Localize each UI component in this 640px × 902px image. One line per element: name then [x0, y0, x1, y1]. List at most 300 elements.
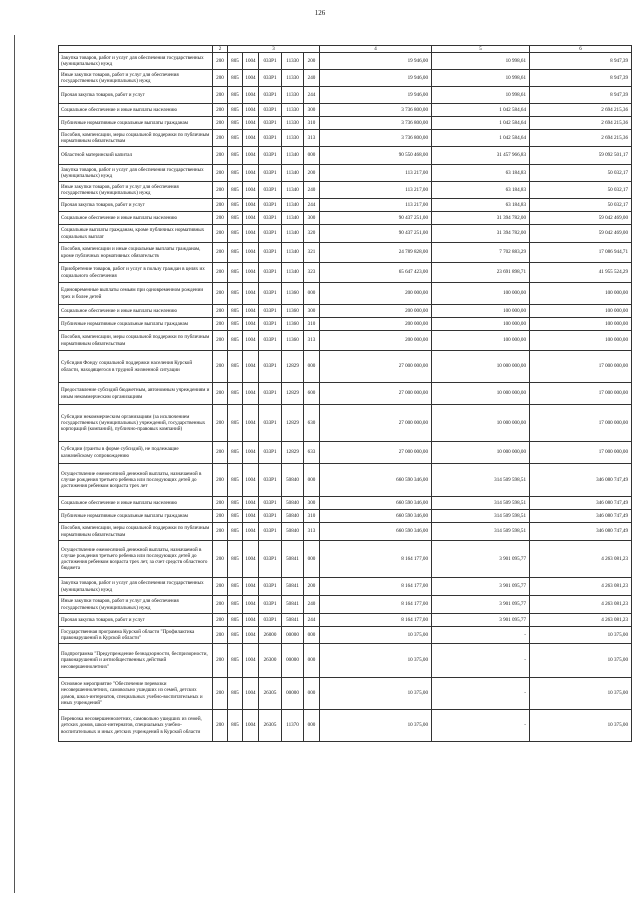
row-year2-cell: 10 000 000,00	[432, 383, 530, 405]
row-year1-cell: 27 000 000,00	[320, 383, 432, 405]
row-year3-cell: 41 955 524,29	[530, 263, 632, 283]
table-row	[59, 405, 632, 442]
row-name-cell: Основное мероприятие "Обеспечение перевозки несовершеннолетних, самовольно ушедших из семей, детских домов, школ-интернатов, специальных учебно-воспитательных и иных учреждений"	[59, 678, 213, 710]
row-year2-cell: -	[432, 678, 530, 710]
row-year3-cell: 17 000 000,00	[530, 405, 632, 442]
row-code-cell: 200	[213, 318, 228, 331]
row-year3-cell: 100 000,00	[530, 283, 632, 305]
row-program-cell: 26305	[259, 710, 282, 742]
row-section-cell: 805	[228, 678, 243, 710]
row-year3-cell: 17 000 000,00	[530, 442, 632, 464]
row-year3-cell: 50 032,17	[530, 199, 632, 212]
row-direction-cell: 12829	[282, 442, 304, 464]
row-subsection-cell: 1004	[243, 331, 259, 351]
row-section-cell: 805	[228, 263, 243, 283]
row-year1-cell: 660 590 346,00	[320, 523, 432, 541]
row-subsection-cell: 1004	[243, 305, 259, 318]
row-code-cell: 200	[213, 212, 228, 225]
row-year1-cell: 200 000,00	[320, 318, 432, 331]
row-year1-cell: 90 437 251,00	[320, 225, 432, 243]
row-section-cell: 805	[228, 117, 243, 130]
row-year3-cell: 59 042 469,00	[530, 225, 632, 243]
row-direction-cell: 11330	[282, 87, 304, 104]
row-code-cell: 200	[213, 627, 228, 644]
row-year1-cell: 3 736 800,00	[320, 130, 432, 147]
row-section-cell: 805	[228, 596, 243, 614]
row-expense-type-cell: 310	[304, 510, 320, 523]
row-code-cell: 200	[213, 405, 228, 442]
row-subsection-cell: 1004	[243, 104, 259, 117]
row-year2-cell: 3 901 095,77	[432, 541, 530, 578]
row-code-cell: 200	[213, 541, 228, 578]
row-subsection-cell: 1004	[243, 405, 259, 442]
row-expense-type-cell: 200	[304, 578, 320, 596]
row-direction-cell: 11340	[282, 225, 304, 243]
table-row	[59, 305, 632, 318]
row-subsection-cell: 1004	[243, 523, 259, 541]
row-code-cell: 200	[213, 578, 228, 596]
row-expense-type-cell: 200	[304, 53, 320, 70]
row-name-cell: Иные закупки товаров, работ и услуг для обеспечения государственных (муниципальных) нужд	[59, 182, 213, 199]
row-program-cell: 033P1	[259, 283, 282, 305]
table-row	[59, 578, 632, 596]
row-name-cell: Подпрограмма "Предупреждение безнадзорности, беспризорности, правонарушений и антиобщественных действий несовершеннолетних"	[59, 644, 213, 678]
header-cell-classification: 3	[228, 46, 320, 53]
row-program-cell: 033P1	[259, 596, 282, 614]
row-direction-cell: 11360	[282, 305, 304, 318]
row-expense-type-cell: 000	[304, 644, 320, 678]
row-year1-cell: 660 590 346,00	[320, 497, 432, 510]
row-section-cell: 805	[228, 70, 243, 87]
row-year1-cell: 660 590 346,00	[320, 464, 432, 497]
row-subsection-cell: 1004	[243, 510, 259, 523]
table-row	[59, 351, 632, 383]
row-year1-cell: 10 375,00	[320, 644, 432, 678]
row-code-cell: 200	[213, 678, 228, 710]
row-program-cell: 26300	[259, 644, 282, 678]
table-row	[59, 383, 632, 405]
table-row	[59, 510, 632, 523]
row-name-cell: Социальное обеспечение и иные выплаты населению	[59, 104, 213, 117]
row-name-cell: Иные закупки товаров, работ и услуг для обеспечения государственных (муниципальных) нужд	[59, 70, 213, 87]
row-expense-type-cell: 321	[304, 243, 320, 263]
row-program-cell: 033P1	[259, 383, 282, 405]
header-cell-year3: 6	[530, 46, 632, 53]
row-name-cell: Приобретение товаров, работ и услуг в пользу граждан в целях их социального обеспечения	[59, 263, 213, 283]
row-name-cell: Иные закупки товаров, работ и услуг для обеспечения государственных (муниципальных) нужд	[59, 596, 213, 614]
row-expense-type-cell: 300	[304, 497, 320, 510]
row-expense-type-cell: 000	[304, 283, 320, 305]
row-year1-cell: 660 590 346,00	[320, 510, 432, 523]
row-year1-cell: 10 375,00	[320, 710, 432, 742]
table-row	[59, 464, 632, 497]
row-subsection-cell: 1004	[243, 53, 259, 70]
table-row	[59, 212, 632, 225]
row-year3-cell: 17 086 944,71	[530, 243, 632, 263]
row-subsection-cell: 1004	[243, 243, 259, 263]
row-year3-cell: 100 000,00	[530, 318, 632, 331]
row-expense-type-cell: 000	[304, 351, 320, 383]
row-year1-cell: 27 000 000,00	[320, 442, 432, 464]
row-name-cell: Областной материнский капитал	[59, 147, 213, 165]
header-cell-year1: 4	[320, 46, 432, 53]
row-code-cell: 200	[213, 523, 228, 541]
row-program-cell: 033P1	[259, 212, 282, 225]
row-code-cell: 200	[213, 243, 228, 263]
row-year3-cell: 10 375,00	[530, 678, 632, 710]
row-year1-cell: 24 789 828,00	[320, 243, 432, 263]
row-direction-cell: 50840	[282, 464, 304, 497]
row-year3-cell: 8 947,39	[530, 70, 632, 87]
row-program-cell: 033P1	[259, 53, 282, 70]
row-expense-type-cell: 313	[304, 331, 320, 351]
row-expense-type-cell: 323	[304, 263, 320, 283]
row-year1-cell: 65 647 423,00	[320, 263, 432, 283]
row-subsection-cell: 1004	[243, 70, 259, 87]
row-year1-cell: 19 946,00	[320, 70, 432, 87]
row-section-cell: 805	[228, 614, 243, 627]
row-program-cell: 033P1	[259, 243, 282, 263]
row-program-cell: 033P1	[259, 351, 282, 383]
row-year3-cell: 10 375,00	[530, 627, 632, 644]
row-section-cell: 805	[228, 351, 243, 383]
row-year3-cell: 100 000,00	[530, 305, 632, 318]
header-cell-year2: 5	[432, 46, 530, 53]
row-year3-cell: 59 042 469,00	[530, 212, 632, 225]
row-section-cell: 805	[228, 510, 243, 523]
row-subsection-cell: 1004	[243, 614, 259, 627]
row-program-cell: 033P1	[259, 147, 282, 165]
row-code-cell: 200	[213, 331, 228, 351]
row-section-cell: 805	[228, 644, 243, 678]
row-year1-cell: 200 000,00	[320, 305, 432, 318]
row-direction-cell: 11360	[282, 331, 304, 351]
row-subsection-cell: 1004	[243, 147, 259, 165]
row-direction-cell: 11330	[282, 130, 304, 147]
row-subsection-cell: 1004	[243, 678, 259, 710]
row-code-cell: 200	[213, 87, 228, 104]
row-program-cell: 033P1	[259, 182, 282, 199]
row-name-cell: Государственная программа Курской области "Профилактика правонарушений в Курской области"	[59, 627, 213, 644]
row-name-cell: Закупка товаров, работ и услуг для обеспечения государственных (муниципальных) нужд	[59, 53, 213, 70]
row-subsection-cell: 1004	[243, 383, 259, 405]
row-expense-type-cell: 240	[304, 596, 320, 614]
row-code-cell: 200	[213, 710, 228, 742]
row-program-cell: 033P1	[259, 331, 282, 351]
row-program-cell: 033P1	[259, 225, 282, 243]
row-name-cell: Социальное обеспечение и иные выплаты населению	[59, 212, 213, 225]
row-year2-cell: 31 394 782,00	[432, 212, 530, 225]
table-row	[59, 104, 632, 117]
row-expense-type-cell: 310	[304, 318, 320, 331]
row-year2-cell: -	[432, 627, 530, 644]
row-expense-type-cell: 630	[304, 405, 320, 442]
row-section-cell: 805	[228, 541, 243, 578]
row-direction-cell: 50841	[282, 596, 304, 614]
row-year2-cell: 10 998,61	[432, 87, 530, 104]
row-year1-cell: 27 000 000,00	[320, 351, 432, 383]
row-name-cell: Публичные нормативные социальные выплаты гражданам	[59, 117, 213, 130]
row-year2-cell: 31 457 966,83	[432, 147, 530, 165]
table-row	[59, 644, 632, 678]
row-year2-cell: 63 184,83	[432, 165, 530, 182]
row-year1-cell: 8 164 177,00	[320, 541, 432, 578]
row-year3-cell: 2 694 215,36	[530, 130, 632, 147]
row-expense-type-cell: 633	[304, 442, 320, 464]
table-row	[59, 87, 632, 104]
row-program-cell: 033P1	[259, 442, 282, 464]
table-row	[59, 614, 632, 627]
row-program-cell: 26000	[259, 627, 282, 644]
row-year3-cell: 8 947,39	[530, 53, 632, 70]
row-section-cell: 805	[228, 318, 243, 331]
row-direction-cell: 11330	[282, 70, 304, 87]
row-subsection-cell: 1004	[243, 199, 259, 212]
column-number-row	[59, 46, 632, 53]
row-subsection-cell: 1004	[243, 627, 259, 644]
row-code-cell: 200	[213, 165, 228, 182]
row-section-cell: 805	[228, 710, 243, 742]
row-direction-cell: 11340	[282, 165, 304, 182]
row-direction-cell: 12829	[282, 351, 304, 383]
row-year2-cell: 1 042 584,64	[432, 104, 530, 117]
row-subsection-cell: 1004	[243, 263, 259, 283]
row-code-cell: 200	[213, 53, 228, 70]
row-year3-cell: 17 000 000,00	[530, 383, 632, 405]
row-program-cell: 033P1	[259, 130, 282, 147]
row-program-cell: 033P1	[259, 70, 282, 87]
row-year1-cell: 90 437 251,00	[320, 212, 432, 225]
row-year3-cell: 17 000 000,00	[530, 351, 632, 383]
row-expense-type-cell: 000	[304, 627, 320, 644]
row-code-cell: 200	[213, 510, 228, 523]
row-subsection-cell: 1004	[243, 644, 259, 678]
table-row	[59, 53, 632, 70]
row-subsection-cell: 1004	[243, 318, 259, 331]
row-year3-cell: 8 947,39	[530, 87, 632, 104]
row-subsection-cell: 1004	[243, 283, 259, 305]
table-row	[59, 182, 632, 199]
row-subsection-cell: 1004	[243, 351, 259, 383]
scan-edge-line	[14, 35, 15, 893]
row-year2-cell: 314 509 598,51	[432, 464, 530, 497]
table-row	[59, 225, 632, 243]
row-section-cell: 805	[228, 497, 243, 510]
row-code-cell: 200	[213, 263, 228, 283]
row-name-cell: Публичные нормативные социальные выплаты гражданам	[59, 510, 213, 523]
row-program-cell: 033P1	[259, 117, 282, 130]
row-code-cell: 200	[213, 283, 228, 305]
row-subsection-cell: 1004	[243, 225, 259, 243]
row-direction-cell: 12829	[282, 383, 304, 405]
row-year3-cell: 50 032,17	[530, 182, 632, 199]
row-program-cell: 033P1	[259, 305, 282, 318]
row-direction-cell: 11340	[282, 243, 304, 263]
row-subsection-cell: 1004	[243, 87, 259, 104]
row-expense-type-cell: 240	[304, 70, 320, 87]
row-code-cell: 200	[213, 305, 228, 318]
row-section-cell: 805	[228, 225, 243, 243]
row-name-cell: Субсидия Фонду социальной поддержки населения Курской области, находящегося в трудной жизненной ситуации	[59, 351, 213, 383]
row-year1-cell: 10 375,00	[320, 678, 432, 710]
row-expense-type-cell: 200	[304, 165, 320, 182]
row-year1-cell: 3 736 800,00	[320, 117, 432, 130]
row-year2-cell: 7 702 883,29	[432, 243, 530, 263]
row-name-cell: Пособия, компенсации и иные социальные выплаты гражданам, кроме публичных нормативных обязательств	[59, 243, 213, 263]
row-year3-cell: 346 080 747,49	[530, 464, 632, 497]
row-year3-cell: 10 375,00	[530, 710, 632, 742]
row-name-cell: Пособия, компенсации, меры социальной поддержки по публичным нормативным обязательствам	[59, 331, 213, 351]
row-year2-cell: 10 998,61	[432, 70, 530, 87]
row-program-cell: 033P1	[259, 199, 282, 212]
table-row	[59, 442, 632, 464]
row-year1-cell: 19 946,00	[320, 87, 432, 104]
row-section-cell: 805	[228, 130, 243, 147]
row-year1-cell: 113 217,00	[320, 165, 432, 182]
row-subsection-cell: 1004	[243, 578, 259, 596]
row-year1-cell: 200 000,00	[320, 283, 432, 305]
row-subsection-cell: 1004	[243, 596, 259, 614]
row-year1-cell: 90 550 468,00	[320, 147, 432, 165]
row-program-cell: 033P1	[259, 318, 282, 331]
row-name-cell: Публичные нормативные социальные выплаты гражданам	[59, 318, 213, 331]
row-code-cell: 200	[213, 644, 228, 678]
row-expense-type-cell: 310	[304, 117, 320, 130]
row-code-cell: 200	[213, 130, 228, 147]
row-name-cell: Социальное обеспечение и иные выплаты населению	[59, 497, 213, 510]
row-year2-cell: 314 509 598,51	[432, 510, 530, 523]
row-code-cell: 200	[213, 225, 228, 243]
table-row	[59, 331, 632, 351]
row-year3-cell: 59 092 501,17	[530, 147, 632, 165]
row-code-cell: 200	[213, 442, 228, 464]
row-name-cell: Единовременные выплаты семьям при одновременном рождении трех и более детей	[59, 283, 213, 305]
row-year2-cell: 31 394 782,00	[432, 225, 530, 243]
budget-table	[58, 45, 632, 742]
header-cell-code: 2	[213, 46, 228, 53]
row-code-cell: 200	[213, 147, 228, 165]
row-expense-type-cell: 300	[304, 212, 320, 225]
row-name-cell: Осуществление ежемесячной денежной выплаты, назначаемой в случае рождения третьего ребенка или последующих детей до достижения ребенком возраста трех лет	[59, 464, 213, 497]
row-name-cell: Социальные выплаты гражданам, кроме публичных нормативных социальных выплат	[59, 225, 213, 243]
row-name-cell: Перевозка несовершеннолетних, самовольно ушедших из семей, детских домов, школ-интернатов, специальных учебно-воспитательных и иных детских учреждений в Курской области	[59, 710, 213, 742]
table-row	[59, 283, 632, 305]
row-code-cell: 200	[213, 104, 228, 117]
row-direction-cell: 11330	[282, 53, 304, 70]
row-subsection-cell: 1004	[243, 464, 259, 497]
table-row	[59, 596, 632, 614]
row-section-cell: 805	[228, 212, 243, 225]
row-direction-cell: 00000	[282, 644, 304, 678]
row-code-cell: 200	[213, 70, 228, 87]
row-program-cell: 033P1	[259, 614, 282, 627]
row-expense-type-cell: 000	[304, 541, 320, 578]
row-section-cell: 805	[228, 147, 243, 165]
table-row	[59, 70, 632, 87]
row-name-cell: Пособия, компенсации, меры социальной поддержки по публичным нормативным обязательствам	[59, 130, 213, 147]
row-direction-cell: 50841	[282, 541, 304, 578]
table-row	[59, 541, 632, 578]
row-program-cell: 033P1	[259, 464, 282, 497]
row-program-cell: 033P1	[259, 510, 282, 523]
row-year3-cell: 346 080 747,49	[530, 497, 632, 510]
row-year1-cell: 19 946,00	[320, 53, 432, 70]
row-year2-cell: 63 184,83	[432, 199, 530, 212]
row-year2-cell: 100 000,00	[432, 331, 530, 351]
row-section-cell: 805	[228, 331, 243, 351]
row-year2-cell: 100 000,00	[432, 305, 530, 318]
table-row	[59, 130, 632, 147]
row-year1-cell: 27 000 000,00	[320, 405, 432, 442]
row-expense-type-cell: 320	[304, 225, 320, 243]
row-subsection-cell: 1004	[243, 212, 259, 225]
row-expense-type-cell: 244	[304, 87, 320, 104]
row-section-cell: 805	[228, 578, 243, 596]
row-year2-cell: 314 509 598,51	[432, 497, 530, 510]
row-section-cell: 805	[228, 383, 243, 405]
budget-table-wrapper	[58, 45, 631, 742]
row-expense-type-cell: 300	[304, 305, 320, 318]
row-code-cell: 200	[213, 199, 228, 212]
row-section-cell: 805	[228, 627, 243, 644]
row-code-cell: 200	[213, 117, 228, 130]
row-direction-cell: 50840	[282, 497, 304, 510]
row-name-cell: Предоставление субсидий бюджетным, автономным учреждениям и иным некоммерческим организациям	[59, 383, 213, 405]
row-subsection-cell: 1004	[243, 165, 259, 182]
row-year3-cell: 50 032,17	[530, 165, 632, 182]
row-year2-cell: 3 901 095,77	[432, 578, 530, 596]
row-direction-cell: 50840	[282, 523, 304, 541]
row-section-cell: 805	[228, 87, 243, 104]
row-direction-cell: 50840	[282, 510, 304, 523]
row-year2-cell: 100 000,00	[432, 283, 530, 305]
row-program-cell: 033P1	[259, 578, 282, 596]
row-section-cell: 805	[228, 464, 243, 497]
row-expense-type-cell: 000	[304, 678, 320, 710]
row-expense-type-cell: 313	[304, 130, 320, 147]
row-code-cell: 200	[213, 182, 228, 199]
row-section-cell: 805	[228, 182, 243, 199]
row-year3-cell: 4 263 081,23	[530, 614, 632, 627]
row-name-cell: Субсидии (гранты в форме субсидий), не подлежащие казначейскому сопровождению	[59, 442, 213, 464]
row-program-cell: 033P1	[259, 165, 282, 182]
row-year2-cell: 10 000 000,00	[432, 442, 530, 464]
row-direction-cell: 11330	[282, 104, 304, 117]
row-direction-cell: 11340	[282, 147, 304, 165]
row-expense-type-cell: 600	[304, 383, 320, 405]
row-year1-cell: 200 000,00	[320, 331, 432, 351]
row-name-cell: Закупка товаров, работ и услуг для обеспечения государственных (муниципальных) нужд	[59, 165, 213, 182]
row-year3-cell: 10 375,00	[530, 644, 632, 678]
row-direction-cell: 11360	[282, 283, 304, 305]
row-year1-cell: 8 164 177,00	[320, 578, 432, 596]
row-expense-type-cell: 000	[304, 147, 320, 165]
row-section-cell: 805	[228, 523, 243, 541]
table-row	[59, 243, 632, 263]
row-direction-cell: 50841	[282, 578, 304, 596]
row-expense-type-cell: 000	[304, 710, 320, 742]
row-year2-cell: 314 509 598,51	[432, 523, 530, 541]
row-year2-cell: 63 184,83	[432, 182, 530, 199]
row-direction-cell: 00000	[282, 678, 304, 710]
row-direction-cell: 11340	[282, 182, 304, 199]
row-name-cell: Прочая закупка товаров, работ и услуг	[59, 614, 213, 627]
row-direction-cell: 11360	[282, 318, 304, 331]
table-row	[59, 147, 632, 165]
row-name-cell: Социальное обеспечение и иные выплаты населению	[59, 305, 213, 318]
row-year2-cell: 100 000,00	[432, 318, 530, 331]
row-expense-type-cell: 244	[304, 614, 320, 627]
